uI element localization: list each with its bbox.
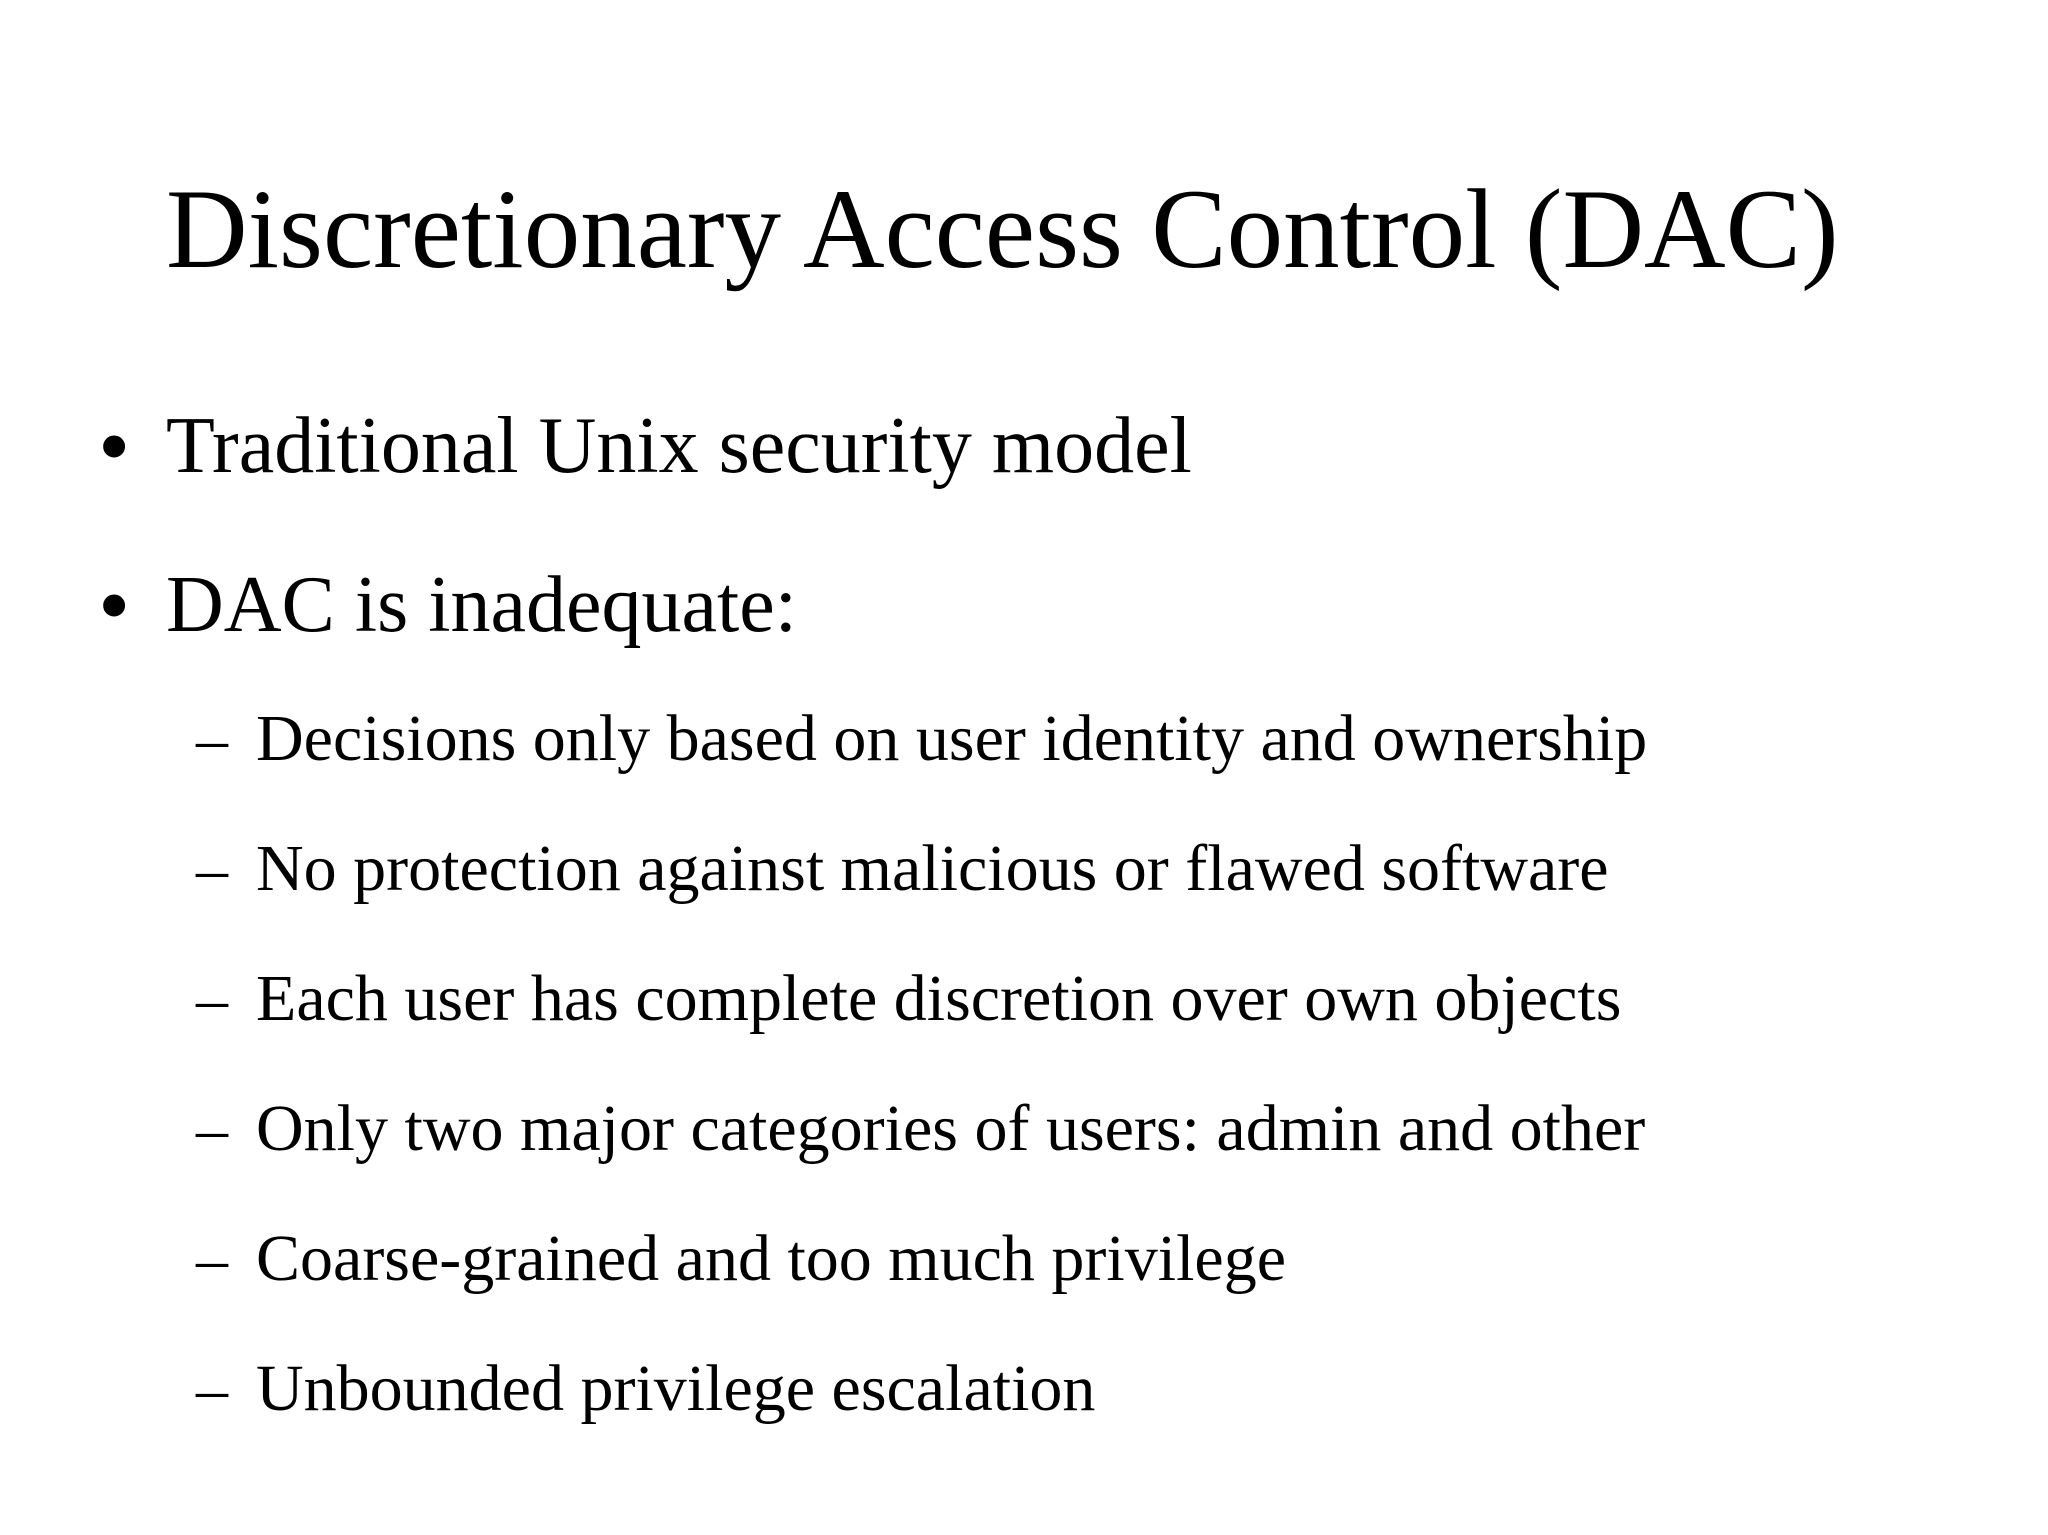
sub-bullet-text: Coarse-grained and too much privilege (256, 1222, 1286, 1295)
sub-bullet-text: Each user has complete discretion over own objects (256, 962, 1622, 1035)
bullet-marker: • (98, 395, 131, 497)
sub-bullet-text: Only two major categories of users: admin and other (256, 1092, 1646, 1165)
sub-bullet-text: Unbounded privilege escalation (256, 1352, 1096, 1425)
sub-bullet-marker: – (196, 963, 228, 1034)
sub-bullet-marker: – (196, 703, 228, 774)
bullet-text: DAC is inadequate: (166, 561, 797, 649)
sub-bullet-marker: – (196, 1353, 228, 1424)
sub-bullet-marker: – (196, 1223, 228, 1294)
sub-bullet-text: No protection against malicious or flawed software (256, 832, 1609, 905)
sub-bullet-marker: – (196, 833, 228, 904)
bullet-marker: • (98, 554, 131, 656)
bullet-text: Traditional Unix security model (166, 402, 1192, 490)
sub-bullet-text: Decisions only based on user identity and ownership (256, 702, 1648, 775)
sub-bullet-marker: – (196, 1093, 228, 1164)
slide-title: Discretionary Access Control (DAC) (166, 167, 1839, 292)
